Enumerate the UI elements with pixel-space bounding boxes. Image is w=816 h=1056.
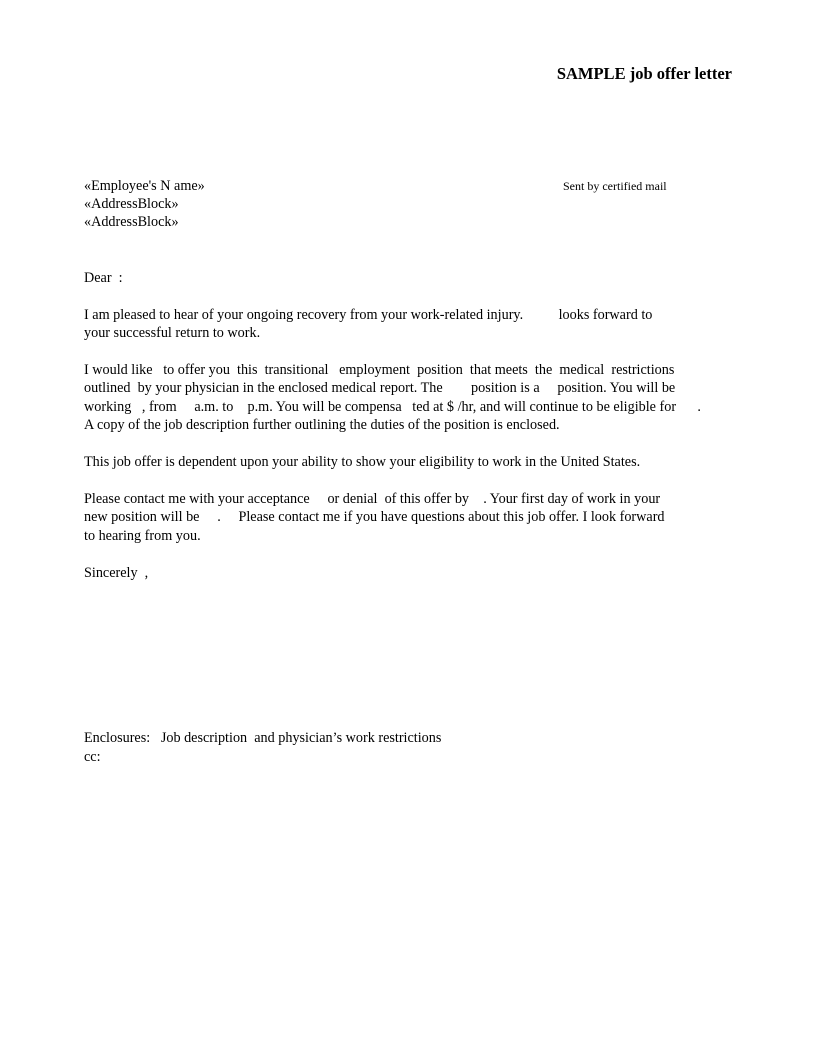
- paragraph-line: working , from a.m. to p.m. You will be compensa ted at $ /hr, and will continue to be eligible for .: [84, 399, 701, 415]
- paragraph-line: to hearing from you.: [84, 528, 201, 544]
- delivery-note: Sent by certified mail: [563, 179, 667, 193]
- address-block-1: «AddressBlock»: [84, 196, 179, 212]
- paragraph-line: your successful return to work.: [84, 325, 261, 341]
- page-title: SAMPLE job offer letter: [556, 64, 732, 83]
- paragraph-line: outlined by your physician in the enclosed medical report. The position is a position. You will be: [84, 380, 676, 396]
- closing: Sincerely ,: [84, 565, 149, 581]
- paragraph-line: I am pleased to hear of your ongoing recovery from your work-related injury. looks forward to: [84, 307, 653, 323]
- paragraph-line: A copy of the job description further outlining the duties of the position is enclosed.: [84, 417, 560, 433]
- paragraph-line: This job offer is dependent upon your ability to show your eligibility to work in the United States.: [84, 454, 641, 470]
- enclosures-line: Enclosures: Job description and physician’s work restrictions: [84, 730, 442, 746]
- employee-name: «Employee's N ame»: [84, 178, 205, 194]
- salutation: Dear :: [84, 270, 123, 286]
- paragraph-line: Please contact me with your acceptance or denial of this offer by . Your first day of work in your: [84, 491, 661, 507]
- address-block-2: «AddressBlock»: [84, 214, 179, 230]
- paragraph-line: new position will be . Please contact me if you have questions about this job offer. I look forward: [84, 509, 665, 525]
- paragraph-line: I would like to offer you this transitional employment position that meets the medical restrictions: [84, 362, 675, 378]
- cc-line: cc:: [84, 749, 101, 765]
